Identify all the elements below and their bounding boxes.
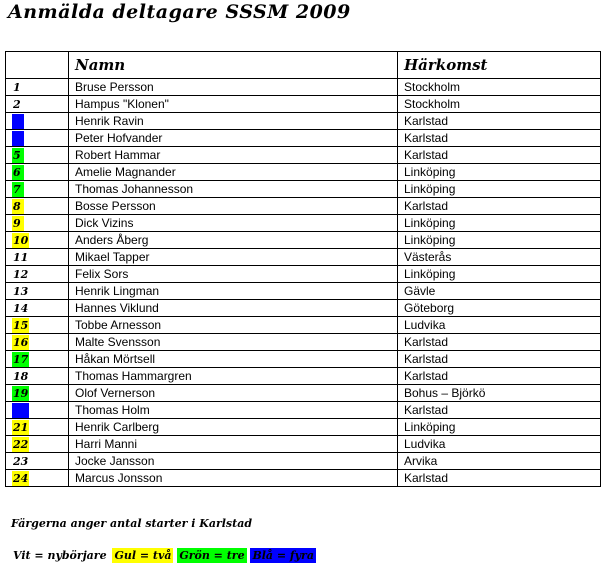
table-row	[6, 198, 601, 215]
row-number: 9	[12, 216, 24, 231]
table-row	[6, 147, 601, 164]
row-number-cell	[6, 198, 69, 215]
participant-origin: Gävle	[398, 283, 601, 300]
row-number-cell	[6, 283, 69, 300]
color-note: Färgerna anger antal starter i Karlstad	[11, 517, 253, 530]
row-number-cell	[6, 402, 69, 419]
row-number-cell	[6, 164, 69, 181]
participant-origin: Linköping	[398, 419, 601, 436]
participant-name: Amelie Magnander	[69, 164, 398, 181]
participant-origin: Karlstad	[398, 368, 601, 385]
participant-origin: Karlstad	[398, 402, 601, 419]
table-body	[6, 79, 601, 487]
header-origin: Härkomst	[398, 52, 601, 79]
row-number: 2	[13, 97, 21, 111]
participant-origin: Karlstad	[398, 147, 601, 164]
participant-name: Henrik Carlberg	[69, 419, 398, 436]
participant-origin: Karlstad	[398, 113, 601, 130]
participant-origin: Linköping	[398, 215, 601, 232]
legend-green: Grön = tre	[179, 549, 245, 562]
row-number-cell	[6, 232, 69, 249]
participant-name: Malte Svensson	[69, 334, 398, 351]
row-number: 23	[13, 454, 29, 468]
table-row	[6, 79, 601, 96]
row-number-cell	[6, 470, 69, 487]
table-row	[6, 215, 601, 232]
color-legend	[11, 549, 316, 562]
participant-origin: Stockholm	[398, 79, 601, 96]
participant-name: Håkan Mörtsell	[69, 351, 398, 368]
participant-origin: Linköping	[398, 181, 601, 198]
row-number: 1	[13, 80, 21, 94]
header-name: Namn	[69, 52, 398, 79]
table-row	[6, 453, 601, 470]
participant-name: Harri Manni	[69, 436, 398, 453]
participant-name: Hampus "Klonen"	[69, 96, 398, 113]
participant-name: Henrik Ravin	[69, 113, 398, 130]
participant-origin: Karlstad	[398, 470, 601, 487]
table-row	[6, 249, 601, 266]
row-number: 14	[13, 301, 29, 315]
table-row	[6, 385, 601, 402]
row-number: 13	[13, 284, 29, 298]
row-number-cell	[6, 368, 69, 385]
table-row	[6, 181, 601, 198]
row-number-cell	[6, 249, 69, 266]
row-number-cell	[6, 453, 69, 470]
participant-origin: Arvika	[398, 453, 601, 470]
participant-origin: Bohus – Björkö	[398, 385, 601, 402]
row-number-cell	[6, 300, 69, 317]
participant-name: Thomas Holm	[69, 402, 398, 419]
table-row	[6, 96, 601, 113]
participant-name: Olof Vernerson	[69, 385, 398, 402]
page-title: Anmälda deltagare SSSM 2009	[8, 1, 351, 23]
row-number: 4	[12, 131, 24, 146]
participant-origin: Karlstad	[398, 130, 601, 147]
row-number: 10	[13, 233, 29, 247]
row-number: 17	[13, 352, 29, 366]
participants-table	[5, 51, 601, 487]
table-row	[6, 130, 601, 147]
participant-origin: Karlstad	[398, 198, 601, 215]
participant-name: Tobbe Arnesson	[69, 317, 398, 334]
row-number: 11	[13, 250, 29, 264]
row-number: 7	[12, 182, 24, 197]
participant-name: Dick Vizins	[69, 215, 398, 232]
table-row	[6, 351, 601, 368]
participant-origin: Karlstad	[398, 334, 601, 351]
table-row	[6, 402, 601, 419]
row-number-cell	[6, 317, 69, 334]
row-number-cell	[6, 436, 69, 453]
table-header-row	[6, 52, 601, 79]
legend-blue: Blå = fyra	[252, 549, 314, 562]
row-number-cell	[6, 147, 69, 164]
row-number: 5	[12, 148, 24, 163]
participant-origin: Linköping	[398, 232, 601, 249]
participant-name: Jocke Jansson	[69, 453, 398, 470]
table-row	[6, 113, 601, 130]
row-number-cell	[6, 419, 69, 436]
row-number: 21	[13, 420, 29, 434]
participant-origin: Linköping	[398, 266, 601, 283]
participant-name: Felix Sors	[69, 266, 398, 283]
row-number-cell	[6, 181, 69, 198]
row-number-cell	[6, 334, 69, 351]
row-number-cell	[6, 96, 69, 113]
participant-name: Bosse Persson	[69, 198, 398, 215]
row-number-cell	[6, 351, 69, 368]
row-number-cell	[6, 113, 69, 130]
participant-origin: Göteborg	[398, 300, 601, 317]
table-row	[6, 266, 601, 283]
table-row	[6, 470, 601, 487]
participant-origin: Karlstad	[398, 351, 601, 368]
row-number-cell	[6, 130, 69, 147]
row-number: 3	[12, 114, 24, 129]
participant-name: Thomas Hammargren	[69, 368, 398, 385]
row-number: 19	[13, 386, 29, 400]
row-number: 24	[13, 471, 29, 485]
participant-name: Marcus Jonsson	[69, 470, 398, 487]
header-number	[6, 52, 69, 79]
table-row	[6, 419, 601, 436]
table-row	[6, 164, 601, 181]
participant-origin: Linköping	[398, 164, 601, 181]
row-number: 12	[13, 267, 29, 281]
row-number-cell	[6, 215, 69, 232]
table-row	[6, 300, 601, 317]
row-number: 20	[13, 403, 29, 417]
legend-white: Vit = nybörjare	[13, 549, 107, 562]
table-row	[6, 317, 601, 334]
participant-name: Thomas Johannesson	[69, 181, 398, 198]
row-number-cell	[6, 385, 69, 402]
participant-name: Anders Åberg	[69, 232, 398, 249]
row-number-cell	[6, 266, 69, 283]
participant-origin: Ludvika	[398, 436, 601, 453]
row-number: 16	[13, 335, 29, 349]
participant-origin: Västerås	[398, 249, 601, 266]
row-number: 22	[13, 437, 29, 451]
row-number: 8	[12, 199, 24, 214]
row-number-cell	[6, 79, 69, 96]
table-row	[6, 436, 601, 453]
participant-name: Robert Hammar	[69, 147, 398, 164]
table-row	[6, 334, 601, 351]
participant-origin: Stockholm	[398, 96, 601, 113]
participant-name: Hannes Viklund	[69, 300, 398, 317]
participant-name: Bruse Persson	[69, 79, 398, 96]
table-row	[6, 232, 601, 249]
row-number: 15	[13, 318, 29, 332]
row-number: 6	[12, 165, 24, 180]
participant-name: Mikael Tapper	[69, 249, 398, 266]
legend-yellow: Gul = två	[114, 549, 172, 562]
participant-origin: Ludvika	[398, 317, 601, 334]
participant-name: Peter Hofvander	[69, 130, 398, 147]
row-number: 18	[13, 369, 29, 383]
table-row	[6, 368, 601, 385]
table-row	[6, 283, 601, 300]
participant-name: Henrik Lingman	[69, 283, 398, 300]
